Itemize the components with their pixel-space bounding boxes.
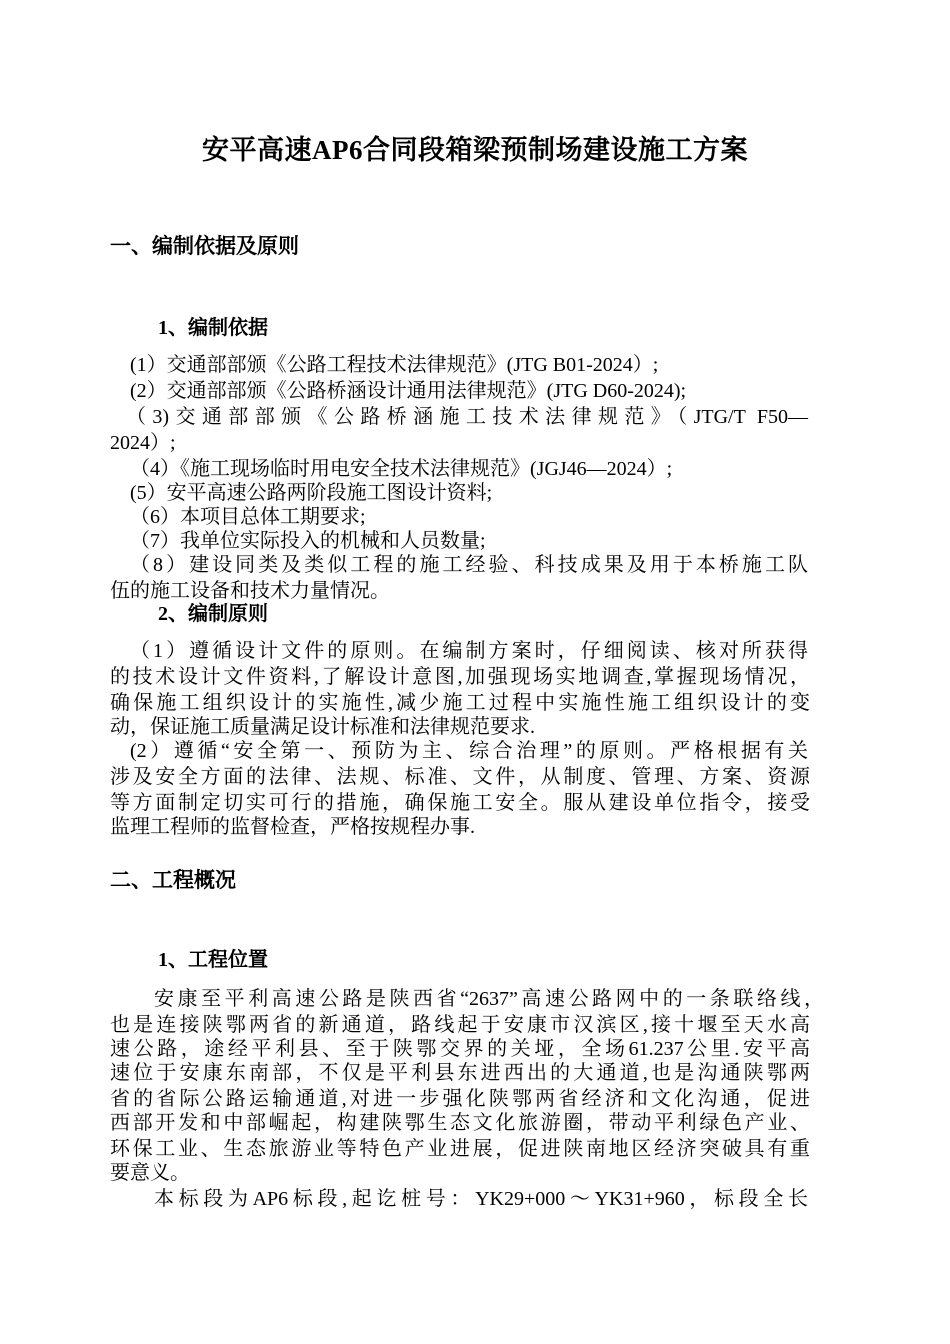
subsection-heading-principles: 2、编制原则 [158, 603, 268, 625]
location-line-8: 要意义。 [110, 1162, 190, 1184]
principle-1-line-4: 动，保证施工质量满足设计标准和法律规范要求. [110, 716, 535, 738]
basis-item-3: （3)交通部部颁《公路桥涵施工技术法律规范》（JTG/T F50— [126, 406, 808, 428]
basis-item-1: (1）交通部部颁《公路工程技术法律规范》(JTG B01-2024）; [130, 354, 659, 376]
basis-item-4: （4）《施工现场临时用电安全技术法律规范》(JGJ46—2024）; [130, 458, 673, 480]
location-line-5: 省的省际公路运输通道,对进一步强化陕鄂两省经济和文化沟通，促进 [110, 1088, 810, 1110]
principle-2-line-4: 监理工程师的监督检查，严格按规程办事. [110, 816, 475, 838]
principle-2-line-3: 等方面制定切实可行的措施，确保施工安全。服从建设单位指令，接受 [110, 792, 810, 814]
location-line-2: 也是连接陕鄂两省的新通道，路线起于安康市汉滨区,接十堰至天水高 [110, 1014, 810, 1036]
location-line-1: 安康至平利高速公路是陕西省“2637”高速公路网中的一条联络线， [154, 988, 824, 1010]
location-line-9: 本标段为AP6标段,起讫桩号：YK29+000～YK31+960，标段全长 [154, 1188, 808, 1210]
section-heading-basis-principles: 一、编制依据及原则 [110, 234, 299, 258]
principle-1-line-1: （1）遵循设计文件的原则。在编制方案时，仔细阅读、核对所获得 [130, 640, 808, 662]
document-title: 安平高速AP6合同段箱梁预制场建设施工方案 [202, 135, 748, 165]
basis-item-5: (5）安平高速公路两阶段施工图设计资料; [130, 482, 493, 504]
principle-2-line-1: (2）遵循“安全第一、预防为主、综合治理”的原则。严格根据有关 [130, 740, 808, 762]
basis-item-6: （6）本项目总体工期要求; [130, 506, 366, 528]
subsection-heading-basis: 1、编制依据 [158, 317, 268, 339]
location-line-7: 环保工业、生态旅游业等特色产业进展，促进陕南地区经济突破具有重 [110, 1138, 810, 1160]
basis-item-2: (2）交通部部颁《公路桥涵设计通用法律规范》(JTG D60-2024); [130, 380, 687, 402]
location-line-6: 西部开发和中部崛起，构建陕鄂生态文化旅游圈，带动平利绿色产业、 [110, 1112, 810, 1134]
principle-1-line-2: 的技术设计文件资料,了解设计意图,加强现场实地调查,掌握现场情况， [110, 666, 810, 688]
basis-item-8: （8）建设同类及类似工程的施工经验、科技成果及用于本桥施工队 [130, 554, 808, 576]
basis-item-3-cont: 2024）; [110, 432, 176, 454]
basis-item-8-cont: 伍的施工设备和技术力量情况。 [110, 580, 390, 602]
principle-2-line-2: 涉及安全方面的法律、法规、标准、文件，从制度、管理、方案、资源 [110, 766, 810, 788]
section-heading-overview: 二、工程概况 [110, 868, 236, 892]
location-line-4: 速位于安康东南部，不仅是平利县东进西出的大通道,也是沟通陕鄂两 [110, 1062, 810, 1084]
location-line-3: 速公路，途经平利县、至于陕鄂交界的关垭，全场61.237公里.安平高 [110, 1038, 810, 1060]
subsection-heading-location: 1、工程位置 [158, 949, 268, 971]
principle-1-line-3: 确保施工组织设计的实施性,减少施工过程中实施性施工组织设计的变 [110, 692, 810, 714]
basis-item-7: （7）我单位实际投入的机械和人员数量; [130, 530, 486, 552]
